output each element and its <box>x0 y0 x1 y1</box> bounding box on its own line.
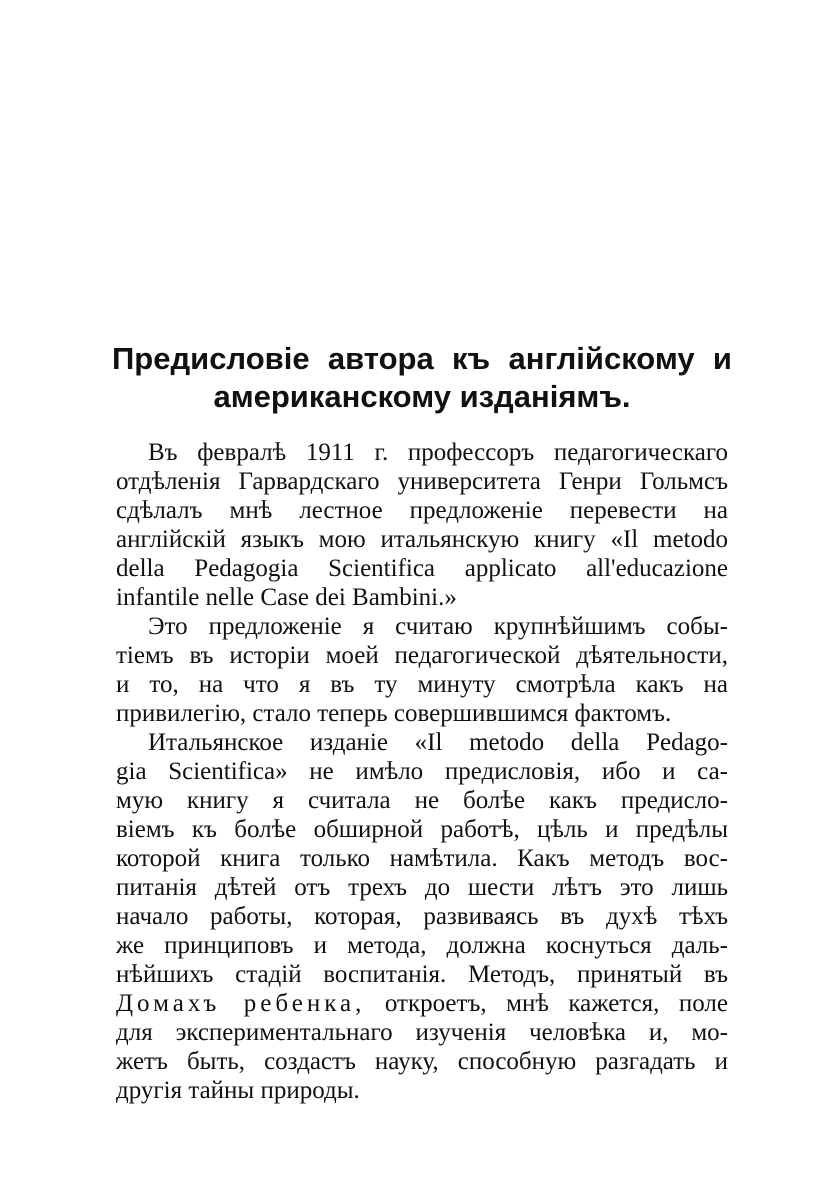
text-line: Въ февралѣ 1911 г. профессоръ педагогическаго <box>148 439 728 466</box>
text-line: Это предложеніе я считаю крупнѣйшимъ собы- <box>148 613 728 640</box>
text-line: тіемъ въ исторіи моей педагогической дѣятельности, <box>116 642 728 669</box>
text-line: начало работы, которая, развиваясь въ духѣ тѣхъ <box>116 903 728 930</box>
text-line: другія тайны природы. <box>116 1077 360 1104</box>
text-line: привилегію, стало теперь совершившимся фактомъ. <box>116 700 672 727</box>
text-line: жетъ быть, создастъ науку, способную разгадать и <box>116 1048 728 1075</box>
page-title <box>112 340 732 416</box>
text-line: мую книгу я считала не болѣе какъ предисло- <box>116 787 728 814</box>
text-line: нѣйшихъ стадій воспитанія. Методъ, принятый въ <box>116 961 728 988</box>
paragraph-2 <box>116 612 728 728</box>
text-line <box>116 989 728 1018</box>
text-line: віемъ къ болѣе обширной работѣ, цѣль и предѣлы <box>116 816 728 843</box>
text-line: и то, на что я въ ту минуту смотрѣла какъ на <box>116 671 728 698</box>
title-line-2: американскому изданіямъ. <box>213 379 631 414</box>
title-line-1: Предисловіе автора къ англійскому и <box>112 341 732 376</box>
text-line: Итальянское изданіе «Il metodo della Pedago- <box>148 729 728 756</box>
text-line: для экспериментальнаго изученія человѣка и, мо- <box>116 1019 728 1046</box>
text-line: которой книга только намѣтила. Какъ методъ вос- <box>116 845 728 872</box>
text-line: питанія дѣтей отъ трехъ до шести лѣтъ это лишь <box>116 874 728 901</box>
text-line: della Pedagogia Scientifica applicato all'educazione <box>116 555 728 582</box>
text-line: infantile nelle Case dei Bambini.» <box>116 584 457 611</box>
paragraph-1 <box>116 438 728 612</box>
paragraph-3 <box>116 728 728 1105</box>
text-line: англійскій языкъ мою итальянскую книгу «Il metodo <box>116 526 728 553</box>
text-fragment: откроетъ, мнѣ кажется, поле <box>384 990 728 1017</box>
text-line: отдѣленія Гарвардскаго университета Генри Гольмсъ <box>116 468 728 495</box>
text-line: сдѣлалъ мнѣ лестное предложеніе перевести на <box>116 497 728 524</box>
spaced-emphasis: Домахъ ребенка, <box>116 990 366 1017</box>
text-line: gia Scientifica» не имѣло предисловія, ибо и са- <box>116 758 728 785</box>
text-line: же принциповъ и метода, должна коснуться даль- <box>116 932 728 959</box>
preface-body <box>116 438 728 1105</box>
